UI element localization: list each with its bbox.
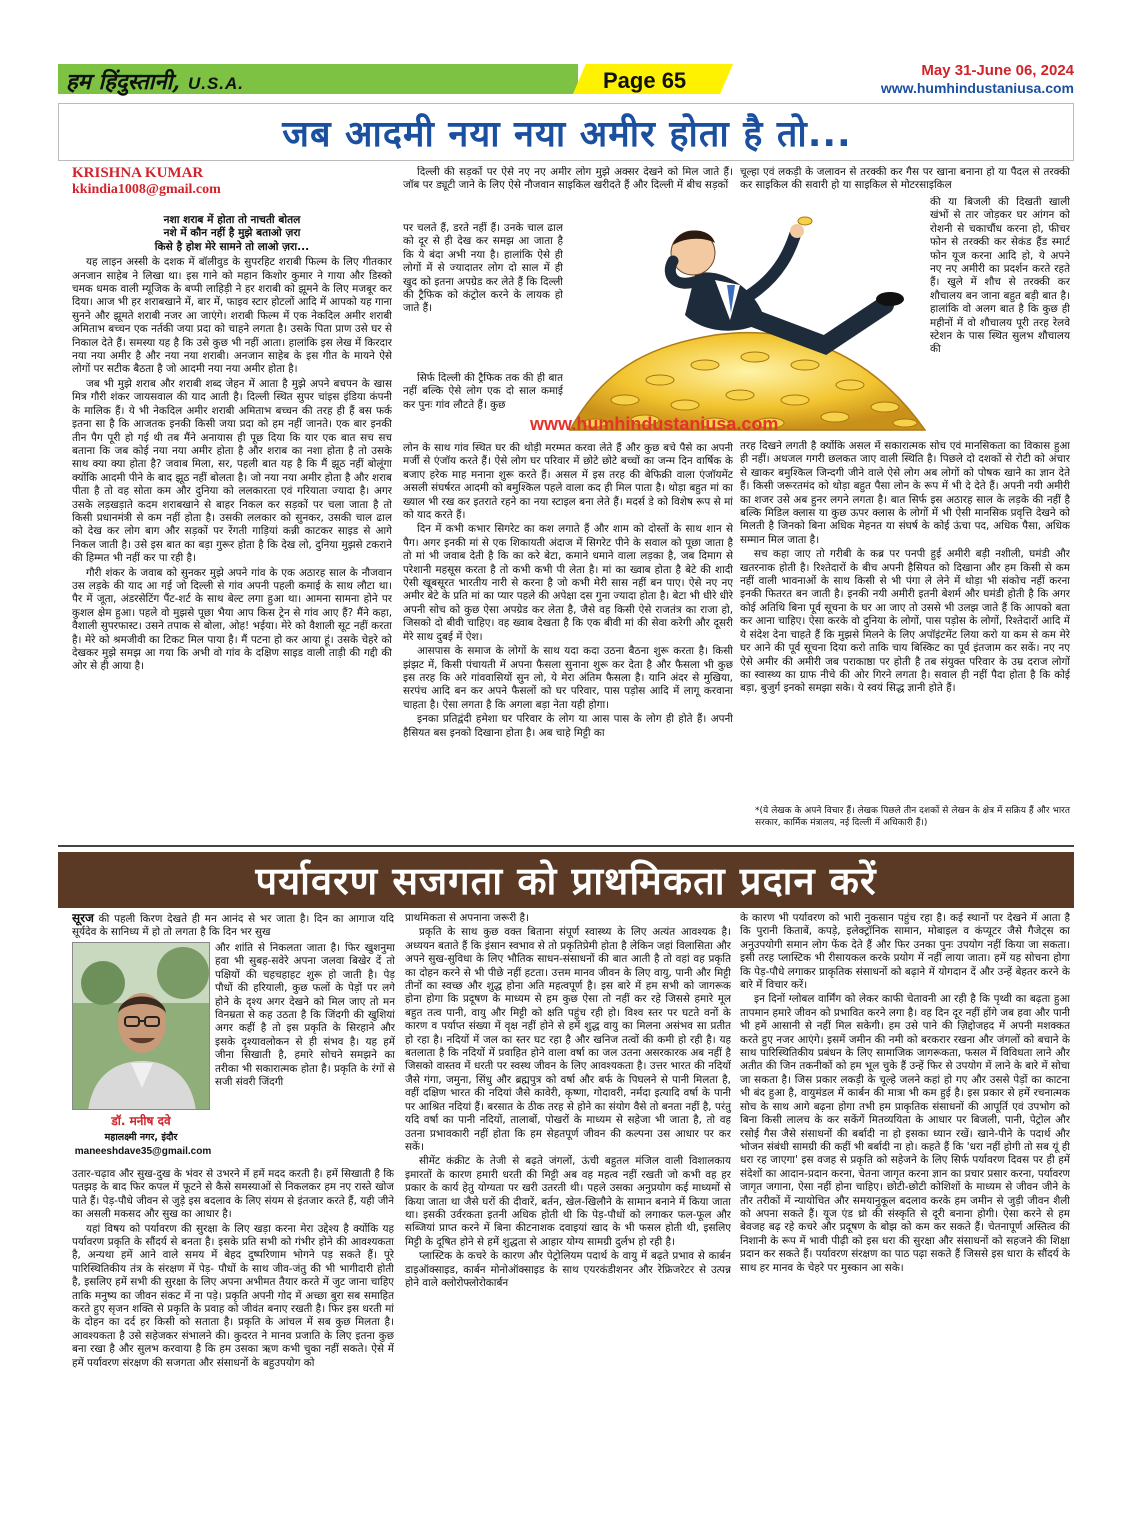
article1-column-3-wrap: [930, 196, 1070, 440]
paragraph: और शांति से निकलता जाता है। फिर खुशनुमा हवा भी सुबह-सवेरे अपना जलवा बिखेर दें तो पक्षियों की चहचहाहट शुरू हो जाती है। पेड़ पौधों की हरियाली, कुछ फलों के पेड़ों पर लगे होने के दृश्य अगर देखने को मिल जाए तो मन विनम्रता से कह उठता है कि जिंदगी की खुशियां अगर कहीं है तो इस प्रकृति के सिरहाने और इसके दृश्यावलोकन से ही संभव है। यह हमें जीना सिखाती है, हमारे सोचने समझने का तरीका भी सकारात्मक होता है। प्रकृति के रंगों से सजी संवरी जिंदगी: [215, 942, 395, 1089]
article2-column-1: [72, 1168, 394, 1528]
article1-title-box: [58, 103, 1074, 161]
article2-author-place: महालक्ष्मी नगर, इंदौर: [104, 1132, 178, 1143]
paragraph: पर चलते हैं, डरते नहीं हैं। उनके चाल ढाल को दूर से ही देख कर समझ आ जाता है कि ये बंदा अभी नया है। हालांकि ऐसे ही लोगों में से ज्यादातर लोग दो साल में ही खुद को इतना अपग्रेड कर लेते हैं कि दिल्ली की ट्रैफिक को कंट्रोल करने के लायक हो जाते हैं।: [403, 222, 563, 315]
article1-column-2-wrap: [403, 222, 563, 372]
paragraph: सीमेंट कंक्रीट के तेजी से बढ़ते जंगलों, ऊंची बहुतल मंजिल वाली विशालकाय इमारतों के कारण हमारी धरती की मिट्टी अब वह महत्व नहीं रखती जो कभी वह हर प्रकार के कार्य हेतु योग्यता पर खरी उतरती थी। पहले उसका अनुप्रयोग कई माध्यमों से किया जाता था जैसे घरों की दीवारें, बर्तन, खेल-खिलौने के सामान बनाने में किया जाता था। इसकी उर्वरकता इतनी अधिक होती थी कि पेड़-पौधों को लगाकर फल-फूल और सब्जियां प्राप्त करने में बिना कीटनाशक दवाइयां खाद के भी फसल होती थी, इसलिए मिट्टी के दूषित होने से हमें शुद्धता से आहार योग्य सामग्री दुर्लभ हो रही है।: [405, 1155, 731, 1248]
article1-author-note: *(ये लेखक के अपने विचार हैं। लेखक पिछले तीन दशकों से लेखन के क्षेत्र में सक्रिय हैं और भारत सरकार, कार्मिक मंत्रालय, नई दिल्ली में अधिकारी हैं।): [755, 806, 1070, 828]
article2-author-email[interactable]: maneeshdave35@gmail.com: [74, 1146, 212, 1157]
article1-poem: [72, 214, 392, 254]
brand-name: हम हिंदुस्तानी,: [66, 69, 180, 95]
paragraph: यहां विषय को पर्यावरण की सुरक्षा के लिए खड़ा करना मेरा उद्देश्य है क्योंकि यह पर्यावरण प्रकृति के सौंदर्य से बनता है। इसके प्रति सभी को गंभीर होने की आवश्यकता है, अन्यथा हमें आने वाले समय में बेहद दुष्परिणाम भोगने पड़ सकते हैं। पूरे पारिस्थितिकीय तंत्र के संरक्षण में पेड़- पौधों के साथ जीव-जंतु की भी भागीदारी होती है, इसलिए हमें सभी की सुरक्षा के लिए अपना अभीमत तैयार करते में जुट जाना चाहिए ताकि मनुष्य का जीवन संकट में ना पड़े। प्रकृति अपनी गोद में अच्छा बुरा सब समाहित करते हुए सृजन शक्ति से प्रकृति के प्रवाह को जीवंत बनाए रखती है। फिर इस धरती मां के दोहन का दर्द हर किसी को सताता है। प्रकृति के आंचल में सब कुछ मिलता है। आवश्यकता है उसे सहेजकर संभालने की। कुदरत ने मानव प्रजाति के लिए इतना कुछ बना रखा है और सुलभ करवाया है कि हम उसका ऋण कभी चुका नहीं सकते। ऐसे में हमें पर्यावरण संरक्षण की सजगता और संसाधनों के बहुउपयोग को: [72, 1222, 394, 1369]
masthead: [58, 58, 1074, 98]
paragraph: दिन में कभी कभार सिगरेट का कश लगाते हैं और शाम को दोस्तों के साथ शान से पैग। अगर इनकी मां से एक शिकायती अंदाज में सिगरेट पीने के सवाल को पूछा जाता है तो मां भी जवाब देती है कि का करे बेटा, कमाने धमाने वाला लड़का है, जब दिमाग से परेशानी महसूस करता है तो कभी कभी पी लेता है। मां का ख्वाब होता है बेटे की शादी ऐसी खूबसूरत भारतीय नारी से करना है जो कभी मेरी सास नहीं बन पाए। ऐसे नए नए अमीर बेटे के प्रति मां का प्यार पहले की अपेक्षा दस गुना ज्यादा होता है। बेटा भी धीरे धीरे अपनी सोच को कुछ ऐसा अपग्रेड कर लेता है, जैसे वह किसी ऐसे राजतंत्र का राजा हो, जिसको दो बीवी चाहिए। वह ख्वाब देखता है कि एक बीवी मां की सेवा करेगी और दूसरी मेरे साथ दुबई में ऐश।: [403, 523, 733, 643]
paragraph: गौरी शंकर के जवाब को सुनकर मुझे अपने गांव के एक अठारह साल के नौजवान उस लड़के की याद आ गई जो दिल्ली से गांव अपनी पहली कमाई के साथ लौटा था। पैर में जूता, अंडरसेटिंग पैंट-शर्ट के साथ बेल्ट लगा हुआ था। आमना सामना होने पर कुशल क्षेम हुआ। पहले वो मुझसे पूछा भैया आप किस ट्रेन से गांव आए हैं? मैंने कहा, वैशाली सुपरफास्ट। उसने तपाक से बोला, ओह! भईया। मेरे को वैशाली सूट नहीं करता है। मेरे को श्रमजीवी का टिकट मिल पाया है। मैं पटना हो कर आया हूं। उसके चेहरे को देखकर मुझे समझ आ गया कि अभी वो गांव के दक्षिण साइड वाली ताड़ी की गद्दी की ओर से ही आया है।: [72, 566, 392, 673]
paragraph: जब भी मुझे शराब और शराबी शब्द जेहन में आता है मुझे अपने बचपन के खास मित्र गौरी शंकर जायसवाल की याद आती है। दिल्ली स्थित सुपर चांइस इंडिया कंपनी के मालिक हैं। ये भी नेकदिल अमीर शराबी अमिताभ बच्चन की तरह ही हैं बस फर्क इतना सा है कि आजतक इनकी किसी जया प्रदा को हम नहीं जानते। एक बार इनकी तीन पैग पूरी हो गई थी तब मैंने अनायास ही पूछ दिया कि यार एक बात सच सच बताना कि जब कोई नया नया अमीर होता है और शराब का नशा होता है तो उसके साथ क्या क्या होता है? जवाब मिला, सर, पहली बात यह है कि मैं झूठ नहीं बोलूंगा क्योंकि आदमी पीने के बाद झूठ नहीं बोलता है। जो नया नया अमीर होता है और शराब पीता है तो वह सोता कम और दुनिया को ललकारता एवं गरियाता ज्यादा है। अगर उसके लड़खड़ाते कदम शराबखाने से बाहर निकल कर सड़कों पर चला जाता है तो किसी प्रधानमंत्री से कम नहीं होता है। उसकी ललकार को सुनकर, उसकी चाल ढाल को देख कर लोग बाग और सड़कों पर रेंगती गाड़ियां कन्नी काटकर साइड से आगे निकल जाती है। उसे इस बात का बड़ा गुरूर होता है कि देख लो, दुनिया मुझसे टकराने की हिम्मत भी नहीं कर पा रही है।: [72, 377, 392, 565]
paragraph: आसपास के समाज के लोगों के साथ यदा कदा उठना बैठना शुरू करता है। किसी झंझट में, किसी पंचायती में अपना फैसला सुनाना शुरू कर देता है और फैसला भी कुछ इस तरह कि अरे गांववासियों सुन लो, ये मेरा अंतिम फैसला है। यानि अंदर से मुखिया, सरपंच आदि बन कर अपने फैसलों को घर परिवार, पास पड़ोस आदि में लागू करवाना चाहता है। ऐसा लगता है कि अगला बड़ा नेता यही होगा।: [403, 645, 733, 711]
paragraph: तरह दिखने लगती है क्योंकि असल में सकारात्मक सोच एवं मानसिकता का विकास हुआ ही नहीं। अधजल गगरी छलकत जाए वाली स्थिति है। पिछले दो दशकों से रोटी को अंचार से खाकर बमुश्किल जिन्दगी जीने वाले ऐसे लोग अब लोगों को पोषक खाने का ज्ञान देते हैं। किसी जरूरतमंद को थोड़ा बहुत पैसा लोन के रूप में भी दे देते हैं। अपनी नयी अमीरी का शजर उसे अब हुनर लगने लगता है। बात सिर्फ इस अठारह साल के लड़के की नहीं है बल्कि मिडिल क्लास या कुछ ऊपर क्लास के लोगों में भी ऐसी मानसिक प्रवृत्ति देखने को मिलती है जिनको बिना अधिक मेहनत या संघर्ष के कोई ऊंचा पद, अधिक पैसा, अधिक सम्मान मिल जाता है।: [740, 440, 1070, 546]
article1-headline: जब आदमी नया नया अमीर होता है तो...: [282, 114, 852, 155]
lead-text: की पहली किरण देखते ही मन आनंद से भर जाता है। दिन का आगाज यदि सूर्यदेव के सानिध्य में हो तो लगता है कि दिन भर सुख: [72, 913, 394, 939]
paragraph: इनका प्रतिद्वंदी हमेशा घर परिवार के लोग या आस पास के लोग ही होते हैं। अपनी हैसियत बस इनको दिखाना होता है। अब चाहे मिट्टी का: [403, 713, 733, 739]
paragraph: यह लाइन अस्सी के दशक में बॉलीवुड के सुपरहिट शराबी फिल्म के लिए गीतकार अनजान साहेब ने लिखा था। इस गाने को महान किशोर कुमार ने गाया और डिस्को चमक धमक वाली म्यूजिक के बप्पी लाहिड़ी ने हर शराबी को झूमने के लिए मजबूर कर दिया। आज भी हर शराबखाने में, बार में, फाइव स्टार होटलों आदि में आपको यह गाना सुनने और झूमते शराबी नजर आ जाएंगे। शराबी फिल्म में एक नेकदिल अमीर शराबी अमिताभ बच्चन एक नर्तकी जया प्रदा को चाहने लगता है। उसके पिता प्राण उसे घर से निकाल देते हैं। समस्या यह है कि उसे कुछ भी नहीं आता। हालांकि इस लेख में किरदार नया नया अमीर है और नया नया शराबी। अनजान साहेब के इस गीत के मायने ऐसे लोगों पर सटीक बैठता है जो आदमी नया नया अमीर होता है।: [72, 256, 392, 376]
paragraph: प्लास्टिक के कचरे के कारण और पेट्रोलियम पदार्थ के वायु में बढ़ते प्रभाव से कार्बन डाइऑक्साइड, कार्बन मोनोऑक्साइड के साथ एयरकंडीशनर और रेफ्रिजरेटर से उत्पन्न होने वाले क्लोरोफ्लोरोकार्बन: [405, 1250, 731, 1289]
paragraph: चूल्हा एवं लकड़ी के जलावन से तरक्की कर गैस पर खाना बनाना हो या पैदल से तरक्की कर साइकिल की सवारी हो या साइकिल से मोटरसाइकिल: [740, 166, 1070, 192]
paragraph: की या बिजली की दिखती खाली खंभों से तार जोड़कर घर आंगन को रोशनी से चकाचौंध करना हो, फीचर फोन से तरक्की कर सेकंड हैंड स्मार्ट फोन यूज करना आदि हो, ये अपने नए नए अमीरी का प्रदर्शन करते रहते हैं। खुले में शौच से तरक्की कर शौचालय बन जाना बहुत बड़ी बात है। हालांकि वो अलग बात है कि कुछ ही महीनों में वो शौचालय पूरी तरह रेलवे स्टेशन के पास स्थित सुलभ शौचालय की: [930, 196, 1070, 356]
paragraph: सिर्फ दिल्ली की ट्रैफिक तक की ही बात नहीं बल्कि ऐसे लोग एक दो साल कमाई कर पुनः गांव लौटते हैं। कुछ: [403, 372, 563, 411]
article2-column-1-top: [72, 912, 394, 942]
section-divider: [58, 845, 1074, 847]
website-link[interactable]: www.humhindustaniusa.com: [880, 80, 1074, 96]
paragraph: प्राथमिकता से अपनाना जरूरी है।: [405, 912, 529, 924]
article1-column-1: [72, 212, 392, 842]
article2-author-name: डॉ. मनीष दवे: [111, 1114, 171, 1128]
paragraph: प्रकृति के साथ कुछ वक्त बिताना संपूर्ण स्वास्थ्य के लिए अत्यंत आवश्यक है। अध्ययन बताते हैं कि इंसान स्वभाव से तो प्रकृतिप्रेमी होता है लेकिन जहां विलासिता और अपने सुख-सुविधा के लिए भौतिक साधन-संसाधनों की बात आती है तो वहां वह प्रकृति का दोहन करने से भी पीछे नहीं हटता। उत्तम मानव जीवन के लिए वायु, पानी और मिट्टी तीनों का स्वच्छ और शुद्ध होना अति महत्वपूर्ण है। इस बारे में हम सभी को जागरूक होना होगा कि प्रदूषण के माध्यम से हम कुछ ऐसा तो नहीं कर रहे जिससे हमारे मूल बहुत तत्व पानी, वायु और मिट्टी को क्षति पहुंच रही हो। विश्व स्तर पर घटते वनों के कारण व पर्याप्त संख्या में वृक्ष नहीं होने से हमें शुद्ध वायु का मिलना असंभव सा प्रतीत हो रहा है। नदियों में जल का स्तर घट रहा है और खनिज तत्वों की कमी हो रही है। यह बतलाता है कि नदियों में प्रवाहित होने वाला वर्षा का जल उतना असरकारक अब नहीं है जिसको वास्तव में धरती पर स्वस्थ जीवन के लिए आवश्यकता है। उत्तर भारत की नदियों जैसे गंगा, जमुना, सिंधु और ब्रह्मपुत्र को वर्षा और बर्फ के पिघलने से पानी मिलता है, वहीं दक्षिण भारत की नदियां जैसे कावेरी, कृष्णा, गोदावरी, नर्मदा इत्यादि वर्षा के पानी पर आश्रित नदियां हैं। बरसात के ठीक तरह से होने का संयोग वैसे तो बनता नहीं है, परंतु यदि वर्षा का पानी नदियों, तालाबों, पोखरों के माध्यम से सहेजा भी जाता है, तो वह उतना प्रभावकारी नहीं होता कि हम सेहतपूर्ण जीवन की कल्पना उस आधार पर कर सकें।: [405, 926, 731, 1153]
paragraph: के कारण भी पर्यावरण को भारी नुकसान पहुंच रहा है। कई स्थानों पर देखने में आता है कि पुरानी किताबें, कपड़े, इलेक्ट्रॉनिक सामान, मोबाइल व कंप्यूटर जैसे गैजेट्स का अनुउपयोगी समान लोग फेंक देते हैं और फिर उनका पुनः उपयोग नहीं किया जा सकता। इसी तरह प्लास्टिक भी रीसायकल करके प्रयोग में नहीं लाया जाता। हमें यह सोचना होगा कि पेड़-पौधे लगाकर प्राकृतिक संसाधनों को बढ़ाने में योगदान दें और उन्हें बेहतर करने के बारे में विचार करें।: [740, 912, 1070, 992]
author-photo-drawing: [73, 943, 210, 1110]
paragraph: इन दिनों ग्लोबल वार्मिंग को लेकर काफी चेतावनी आ रही है कि पृथ्वी का बढ़ता हुआ तापमान हमारे जीवन को प्रभावित करने लगा है। वह दिन दूर नहीं होंगे जब हवा और पानी भी हमें आसानी से नहीं मिल सकेगी। हम उसे पाने की ज़िद्दोजहद में अपनी मशक्कत करते हुए नजर आएंगे। इसमें जमीन की नमी को बरकरार रखना और जंगलों को बचाने के साथ पारिस्थितिकीय प्रबंधन के लिए सामाजिक जागरूकता, फसल में विविधता लाने और अतीत की जिन तकनीकों को हम भूल चुके हैं उन्हें फिर से उपयोग में लाने के बारे में सोचा जा सकता है। जिस प्रकार लकड़ी के चूल्हे जलने कहां हो गए और उससे पेड़ों का काटना भी बंद हुआ है, वायुमंडल में कार्बन की मात्रा भी कम हुई है। इस प्रकार से हमें रचनात्मक सोच के साथ आगे बढ़ना होगा तभी हम प्राकृतिक संसाधनों की आपूर्ति एवं उपभोग को बिना किसी लालच के कर सकेंगें मितव्ययिता के आधार पर बिजली, पानी, पेट्रोल और रसोई गैस जैसे संसाधनों की बर्बादी ना हो इसका ध्यान रखें। खाने-पीने के पदार्थ और भोजन संबंधी सामग्री की कहीं भी बर्बादी ना हो। कहते हैं कि 'धरा नहीं होगी तो सब यूं ही धरा रह जाएगा' इस वजह से प्रकृति को सहेजने के लिए सिर्फ पर्यावरण दिवस पर ही हमें संदेशों का आदान-प्रदान करना, चेतना जागृत करना ज्ञान का प्रचार प्रसार करना, पर्यावरण जागृत जगाना, ऐसा नहीं होना चाहिए। छोटी-छोटी कोशिशों के माध्यम से जीवन जीने के तौर तरीकों में न्यायोचित और समयानुकूल बदलाव करके हम जमीन से जुड़ी जीवन शैली को अपना सकते हैं। यूज एंड थ्रो की संस्कृति से दूरी बनाना होगी। ऐसा करने से हम बेवजह बढ़ रहे कचरे और प्रदूषण के बोझ को कम कर सकते हैं। चेतनापूर्ण अस्तित्व की निशानी के रूप में भावी पीढ़ी को इस धरा की सुरक्षा और संसाधनों को सहजने की शिक्षा प्रदान कर सकते हैं। पर्यावरण संरक्षण का पाठ पढ़ा सकते हैं जिससे इस धारा के सौंदर्य के साथ हर मानव के चेहरे पर मुस्कान आ सके।: [740, 993, 1070, 1274]
poem-line: नशे में कौन नहीं है मुझे बताओ ज़रा: [163, 227, 301, 240]
article2-column-1-wrap: [215, 942, 395, 1168]
article1-author: KRISHNA KUMAR: [72, 165, 204, 181]
article2-column-3: [740, 912, 1070, 1528]
article1-byline: [72, 165, 221, 198]
rich-man-on-coin-pile-illustration: [565, 195, 930, 435]
article2-title-banner: [58, 852, 1074, 908]
paragraph: दिल्ली की सड़कों पर ऐसे नए नए अमीर लोग मुझे अक्सर देखने को मिल जाते हैं। जॉब पर ड्यूटी जाने के लिए ऐसे नौजवान साइकिल खरीदते हैं और दिल्ली में बीच सड़कों: [403, 166, 733, 192]
article1-column-2: [403, 442, 733, 842]
lead-word: सूरज: [72, 912, 94, 925]
paragraph: उतार-चढ़ाव और सुख-दुख के भंवर से उभरने में हमें मदद करती है। हमें सिखाती है कि पतझड़ के बाद फिर कपल में फूटने से कैसे समस्याओं से निकलकर हम नए रास्ते खोज पाते हैं। पेड़-पौधे जीवन से जुड़े इस बदलाव के लिए संयम से इंतजार करते हैं, यही जीने का असली मकसद और सुख का आधार है।: [72, 1168, 394, 1221]
poem-line: किसे है होश मेरे सामने तो लाओ ज़रा...: [154, 240, 310, 253]
page-number: Page 65: [603, 68, 687, 93]
watermark-website: www.humhindustaniusa.com: [530, 414, 779, 434]
paragraph: सच कहा जाए तो गरीबी के कब्र पर पनपी हुई अमीरी बड़ी नशीली, घमंडी और खतरनाक होती है। रिश्तेदारों के बीच अपनी हैसियत को दिखाना और हम किसी से कम नहीं वाली भावनाओं के साथ किसी से भी पंगा ले लेने में थोड़ा भी संकोच नहीं करना इनकी फितरत बन जाती है। इनकी नयी अमीरी इतनी बेशर्म और घमंडी होती है कि अगर कोई अतिथि बिना पूर्व सूचना के घर आ जाए तो उससे भी उलझ जाते हैं कि आपको बता कर आना चाहिए। ऐसा करके वो दुनिया के लोगों, पास पड़ोस के लोगों, रिश्तेदारों आदि में ये संदेश देना चाहते हैं कि मुझसे मिलने के लिए अपॉइंटमेंट लिया करो या कम से कम मेरे घर आने की पूर्व सूचना दिया करो ताकि चाय बिस्किट का पूर्व इंतजाम कर सकें। नए नए ऐसे अमीर की अमीरी जब पराकाष्ठा पर होती है तब संयुक्त परिवार के उम्र दराज लोगों का स्वास्थ्य का ग्राफ नीचे की ओर गिरने लगता है। सवाल ही नहीं पैदा होता है कि कोई बड़ा, बुजुर्ग इनको समझा सके। ये स्वयं सिद्ध ज्ञानी होते हैं।: [740, 548, 1070, 695]
brand-usa: U.S.A.: [187, 74, 244, 93]
article2-headline: पर्यावरण सजगता को प्राथमिकता प्रदान करें: [255, 859, 877, 903]
issue-date: May 31-June 06, 2024: [921, 62, 1074, 79]
paragraph: लोन के साथ गांव स्थित घर की थोड़ी मरम्मत करवा लेते हैं और कुछ बचे पैसे का अपनी मर्जी से एंजॉय करते हैं। ऐसे लोग घर परिवार में छोटे छोटे बच्चों का जन्म दिन वार्षिक के बजाए हरेक माह मनाना शुरू करते हैं। असल में इस तरह की बेफिक्री वाला एंजॉयमेंट असली संघर्षरत आदमी को बमुश्किल पहले वाला कद ही मिल पाता है। थोड़ा बहुत मां का ख्याल भी रख कर इतराते रहने का नया स्टाइल बना लेते हैं। मदर्स डे को विशेष रूप से मां को याद करते हैं।: [403, 442, 733, 522]
author-portrait-photo: [72, 942, 210, 1110]
paragraph: [72, 912, 394, 940]
article1-column-3: [740, 440, 1070, 780]
brand-title: [66, 66, 244, 96]
poem-line: नशा शराब में होता तो नाचती बोतल: [163, 214, 301, 226]
article1-email[interactable]: kkindia1008@gmail.com: [72, 182, 221, 197]
article2-column-2: [405, 912, 731, 1528]
article1-column-3-top: [740, 166, 1070, 196]
